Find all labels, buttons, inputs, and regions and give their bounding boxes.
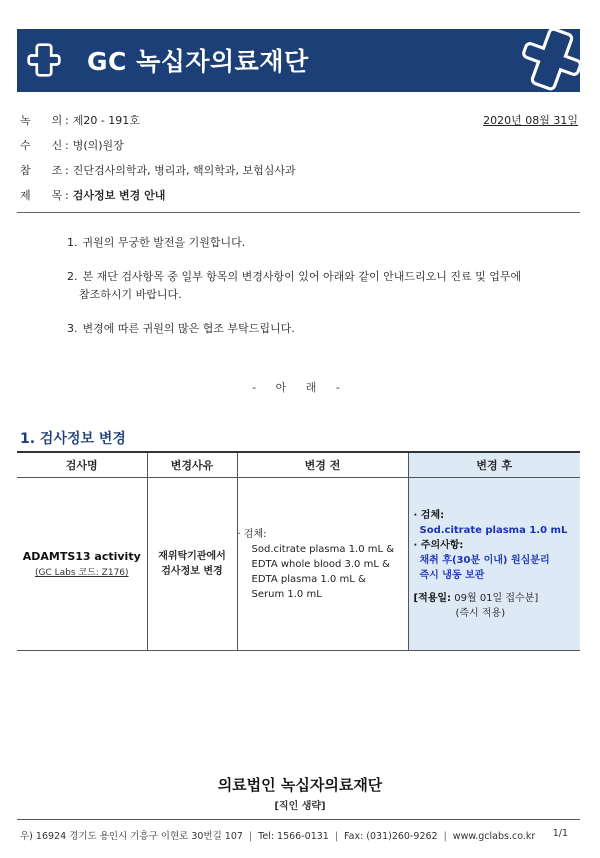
- doc-number-label: 녹 의: [20, 114, 63, 127]
- test-info-table: [17, 451, 580, 651]
- paragraph-2-number: 2.: [67, 270, 78, 283]
- footer-address: 우) 16924 경기도 용인시 기흥구 이현로 30번길 107: [20, 831, 243, 842]
- reason-line2: 검사정보 변경: [161, 566, 223, 577]
- paragraph-1: [67, 234, 245, 252]
- after-notes-label: · 주의사항:: [413, 539, 464, 551]
- cc-label: 참 조: [20, 164, 63, 177]
- footer-contact-line: 우) 16924 경기도 용인시 기흥구 이현로 30번길 107 | Tel: 1566-0131 | Fax: (031)260-9262 | www.gclabs.co.kr 1/1: [20, 828, 568, 842]
- doc-number-row: 녹 의 : 제20 - 191호: [20, 114, 140, 127]
- apply-value: 09월 01일 접수분]: [454, 592, 539, 604]
- gc-cross-logo-icon: [26, 42, 62, 78]
- paragraph-3-number: 3.: [67, 322, 78, 335]
- cc-row: 참 조 : 진단검사의학과, 병리과, 핵의학과, 보험심사과: [20, 164, 296, 177]
- footer-website-link[interactable]: www.gclabs.co.kr: [452, 831, 536, 842]
- apply-date: [414, 591, 581, 606]
- subject: 검사정보 변경 안내: [72, 189, 166, 202]
- reason-line1: 재위탁기관에서: [158, 551, 226, 562]
- cc: 진단검사의학과, 병리과, 핵의학과, 보험심사과: [72, 164, 296, 177]
- seal-omitted-note: [직인 생략]: [274, 801, 326, 812]
- before-specimen-label: · 검체:: [237, 528, 267, 540]
- before-item: EDTA whole blood 3.0 mL &: [251, 558, 390, 570]
- cell-after: [408, 478, 580, 651]
- apply-note: (즉시 적용): [455, 607, 506, 619]
- header-divider: [17, 212, 580, 213]
- recipient-row: 수 신 : 병(의)원장: [20, 139, 124, 152]
- footer-tel: Tel: 1566-0131: [258, 831, 329, 842]
- doc-date: 2020년 08월 31일: [483, 114, 578, 127]
- recipient: 병(의)원장: [72, 139, 124, 152]
- subject-label: 제 목: [20, 189, 63, 202]
- header-reason: 변경사유: [147, 452, 237, 478]
- paragraph-3: [67, 320, 295, 338]
- below-mark: - 아 래 -: [252, 381, 348, 394]
- footer-fax: Fax: (031)260-9262: [344, 831, 438, 842]
- gc-cross-watermark-icon: [516, 29, 580, 92]
- section-title: 1. 검사정보 변경: [20, 431, 126, 447]
- page-number: 1/1: [552, 828, 568, 839]
- paragraph-2: [67, 268, 521, 304]
- brand-name: GC 녹십자의료재단: [87, 47, 309, 76]
- paragraph-1-text: 귀원의 무궁한 발전을 기원합니다.: [82, 236, 246, 249]
- paragraph-2-text-line1: 본 재단 검사항목 중 일부 항목의 변경사항이 있어 아래와 같이 안내드리오니 진료 및 업무에: [82, 270, 522, 283]
- header-test-name: 검사명: [17, 452, 147, 478]
- header-after: 변경 후: [408, 452, 580, 478]
- after-specimen-label: · 검체:: [413, 509, 445, 521]
- subject-row: 제 목 : 검사정보 변경 안내: [20, 189, 166, 202]
- cell-test-name: [17, 478, 147, 651]
- header-banner: [17, 29, 580, 92]
- test-code: (GC Labs 코드: Z176): [34, 568, 129, 578]
- before-item: EDTA plasma 1.0 mL &: [251, 573, 366, 585]
- table-row: [17, 478, 580, 651]
- paragraph-1-number: 1.: [67, 236, 78, 249]
- recipient-label: 수 신: [20, 139, 63, 152]
- before-item: Sod.citrate plasma 1.0 mL &: [251, 543, 395, 555]
- cell-before: [237, 478, 408, 651]
- footer-divider: [17, 819, 580, 820]
- paragraph-2-text-line2: 참조하시기 바랍니다.: [79, 288, 182, 301]
- cell-reason: [147, 478, 237, 651]
- doc-number: 제20 - 191호: [72, 114, 140, 127]
- table-header-row: [17, 452, 580, 478]
- after-notes-line1: 채취 후(30분 이내) 원심분리: [419, 554, 550, 566]
- header-before: 변경 전: [237, 452, 408, 478]
- paragraph-3-text: 변경에 따른 귀원의 많은 협조 부탁드립니다.: [82, 322, 295, 335]
- after-specimen: Sod.citrate plasma 1.0 mL: [419, 524, 568, 536]
- apply-label: [적용일:: [413, 592, 452, 604]
- footer-organization: 의료법인 녹십자의료재단: [217, 776, 383, 794]
- before-item: Serum 1.0 mL: [251, 588, 322, 600]
- test-name: ADAMTS13 activity: [22, 550, 141, 563]
- after-notes-line2: 즉시 냉동 보관: [419, 569, 485, 581]
